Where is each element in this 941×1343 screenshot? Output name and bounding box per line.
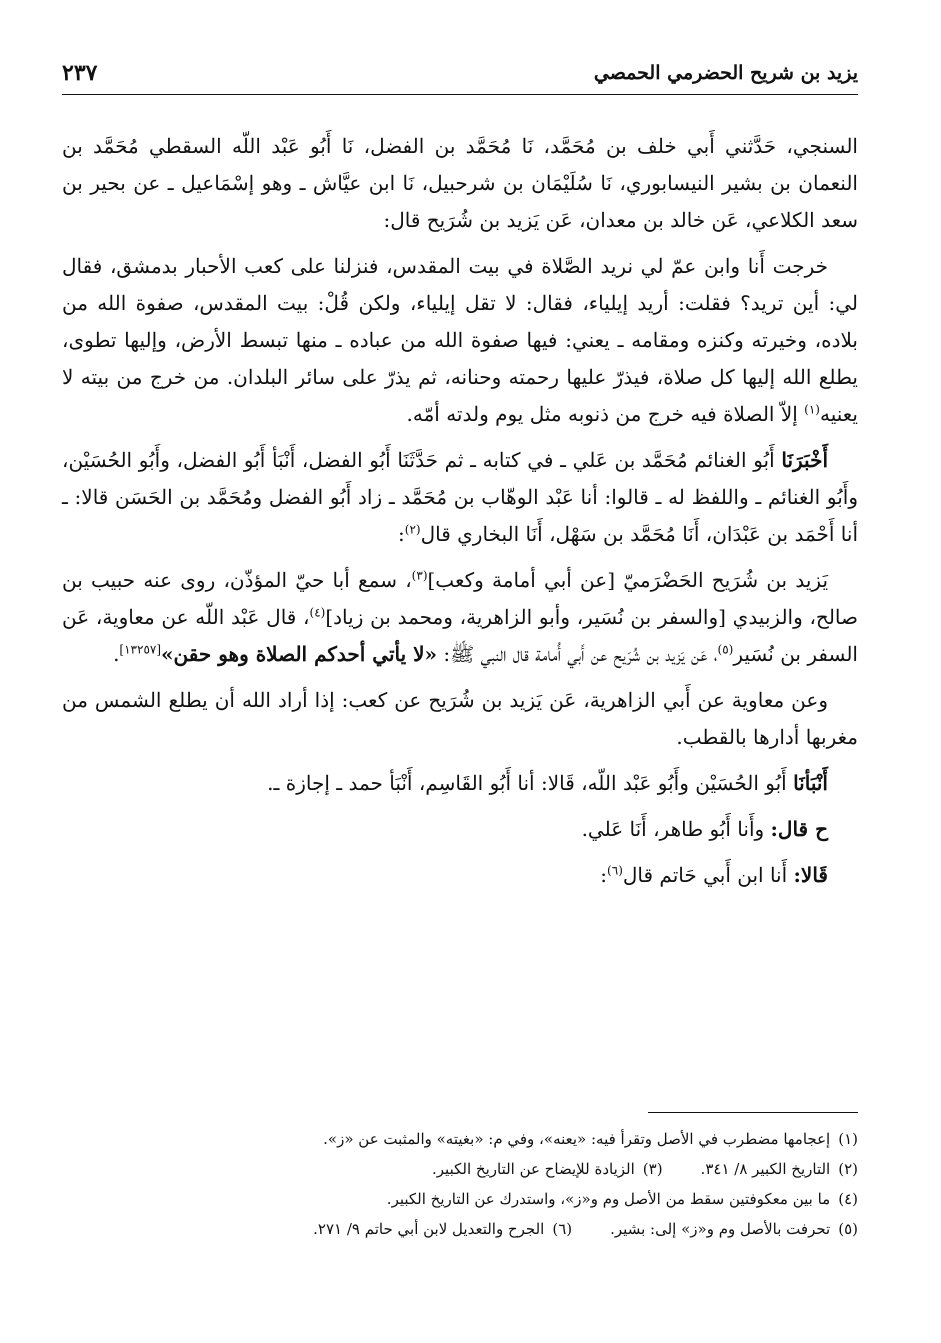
text-run: السنجي، حَدَّثني أَبي خلف بن مُحَمَّد، نَا مُحَمَّد بن الفضل، نَا أَبُو عَبْد اللّه السقطي مُحَمَّد بن النعمان بن بشير النيسابوري، نَا سُلَيْمَان بن شرحبيل، نَا ابن عيَّاش ـ وهو إسْمَاعيل ـ عن بحير بن سعد الكلاعي، عَن خالد بن معدان، عَن يَزيد بن شُرَيح قال: — [62, 134, 858, 232]
text-run: ، سمع أبا حيّ المؤذّن، روى عنه حبيب بن صالح، والزبيدي [والسفر بن نُسَير، وأبو الزاهرية، ومحمد بن زياد] — [62, 568, 858, 629]
footnote-marker: [١٣٢٥٧] — [119, 642, 162, 657]
text-run: أَبُو الحُسَيْن وأَبُو عَبْد اللّه، قَالا: أنا أَبُو القَاسِم، أَنْبَأ حمد ـ إجازة ـ. — [267, 771, 794, 795]
text-run: : — [398, 522, 405, 546]
footnote-number: (٤) — [838, 1190, 858, 1208]
paragraph — [62, 562, 858, 673]
footnote-marker: (٣) — [411, 568, 428, 583]
footnotes — [62, 1124, 858, 1244]
bold-text: «لا يأتي أحدكم الصلاة وهو حقن» — [161, 642, 438, 666]
paragraph — [62, 248, 858, 433]
header-rule — [62, 94, 858, 95]
text-run: أَنا ابن أَبي حَاتم قال — [622, 863, 794, 887]
main-text — [62, 128, 858, 903]
footnote-number: (١) — [838, 1130, 858, 1148]
paragraph — [62, 682, 858, 756]
paragraph — [62, 811, 858, 848]
footnote-rule — [648, 1112, 858, 1113]
footnote-number: (٣) — [642, 1160, 663, 1178]
footnote — [432, 1154, 663, 1184]
text-run: أَبُو الغنائم مُحَمَّد بن عَلي ـ في كتابه ـ ثم حَدَّثَنَا أَبُو الفضل، أَنْبَأ أَبُو الفضل، وأَبُو الحُسَيْن، وأَبُو الغنائم ـ واللفظ له ـ قالوا: أنا عَبْد الوهّاب بن مُحَمَّد ـ زاد أَبُو الفضل ومُحَمَّد بن الحَسَن قالا: ـ أنا أَحْمَد بن عَبْدَان، أَنَا مُحَمَّد بن سَهْل، أَنَا البخاري قال — [62, 448, 858, 546]
text-run: ، عَن يَزيد بن شُرَيح عن أَبي أُمامة قال النبي ﷺ: — [437, 642, 718, 666]
footnote-row — [62, 1214, 858, 1244]
footnote-row — [62, 1124, 858, 1154]
header-title: يزيد بن شريح الحضرمي الحمصي — [593, 62, 858, 84]
footnote-text: التاريخ الكبير ٨/ ٣٤١. — [700, 1160, 831, 1178]
text-run: : — [600, 863, 608, 887]
bold-text: أَخْبَرَنَا — [781, 448, 828, 472]
bold-text: أَنْبَأنَا — [793, 771, 828, 795]
text-run: . — [113, 642, 120, 666]
footnote-marker: (١) — [804, 402, 820, 417]
paragraph — [62, 857, 858, 894]
text-run: خرجت أَنا وابن عمّ لي نريد الصَّلاة في بيت المقدس، فنزلنا على كعب الأحبار بدمشق، فقال لي: أين تريد؟ فقلت: أريد إيلياء، فقال: لا تقل إيلياء، ولكن قُلْ: بيت المقدس، صفوة الله من بلاده، وخيرته وكنزه ومقامه ـ يعني: فيها صفوة الله من عباده ـ منها تبسط الأرض، وإليها تطوى، يطلع الله إليها كل صلاة، فيذرّ عليها رحمته وحنانه، ثم يذرّ على سائر البلدان. من خرج من بيته لا يعنيه — [62, 254, 858, 426]
footnote — [701, 1154, 858, 1184]
text-run: ، قال عَبْد اللّه عن معاوية، عَن السفر بن نُسَير — [62, 605, 858, 666]
footnote-row — [62, 1154, 858, 1184]
paragraph — [62, 128, 858, 239]
footnote — [387, 1184, 858, 1214]
footnote-number: (٥) — [838, 1220, 858, 1238]
footnote-text: إعجامها مضطرب في الأصل وتقرأ فيه: «يعنه»، وفي م: «بغيته» والمثبت عن «ز». — [323, 1130, 831, 1148]
text-run: وأَنا أَبُو طاهر، أَنَا عَلي. — [581, 817, 771, 841]
footnote-marker: (٤) — [309, 605, 326, 620]
footnote — [313, 1214, 572, 1244]
footnote-number: (٢) — [838, 1160, 858, 1178]
footnote-text: الزيادة للإيضاح عن التاريخ الكبير. — [432, 1160, 635, 1178]
bold-text: قَالا: — [793, 863, 828, 887]
footnote — [323, 1124, 858, 1154]
footnote — [610, 1214, 858, 1244]
text-run: وعن معاوية عن أَبي الزاهرية، عَن يَزيد بن شُرَيح عن كعب: إذا أراد الله أن يطلع الشمس من مغربها أدارها بالقطب. — [62, 688, 858, 749]
footnote-marker: (٥) — [717, 642, 734, 657]
running-header — [62, 58, 858, 98]
footnote-marker: (٦) — [607, 863, 623, 878]
footnote-text: الجرح والتعديل لابن أبي حاتم ٩/ ٢٧١. — [313, 1220, 545, 1238]
page-number: ٢٣٧ — [62, 60, 98, 86]
bold-text: ح قال: — [770, 817, 828, 841]
text-run: يَزيد بن شُرَيح الحَضْرَميّ [عن أبي أمامة وكعب] — [427, 568, 829, 592]
text-run: إلاّ الصلاة فيه خرج من ذنوبه مثل يوم ولدته أمّه. — [406, 402, 805, 426]
paragraph — [62, 765, 858, 802]
footnote-text: ما بين معكوفتين سقط من الأصل وم و«ز»، واستدرك عن التاريخ الكبير. — [386, 1190, 831, 1208]
footnote-text: تحرفت بالأصل وم و«ز» إلى: بشير. — [610, 1220, 831, 1238]
paragraph — [62, 442, 858, 553]
footnote-marker: (٢) — [404, 522, 421, 537]
footnote-row — [62, 1184, 858, 1214]
footnote-number: (٦) — [552, 1220, 573, 1238]
